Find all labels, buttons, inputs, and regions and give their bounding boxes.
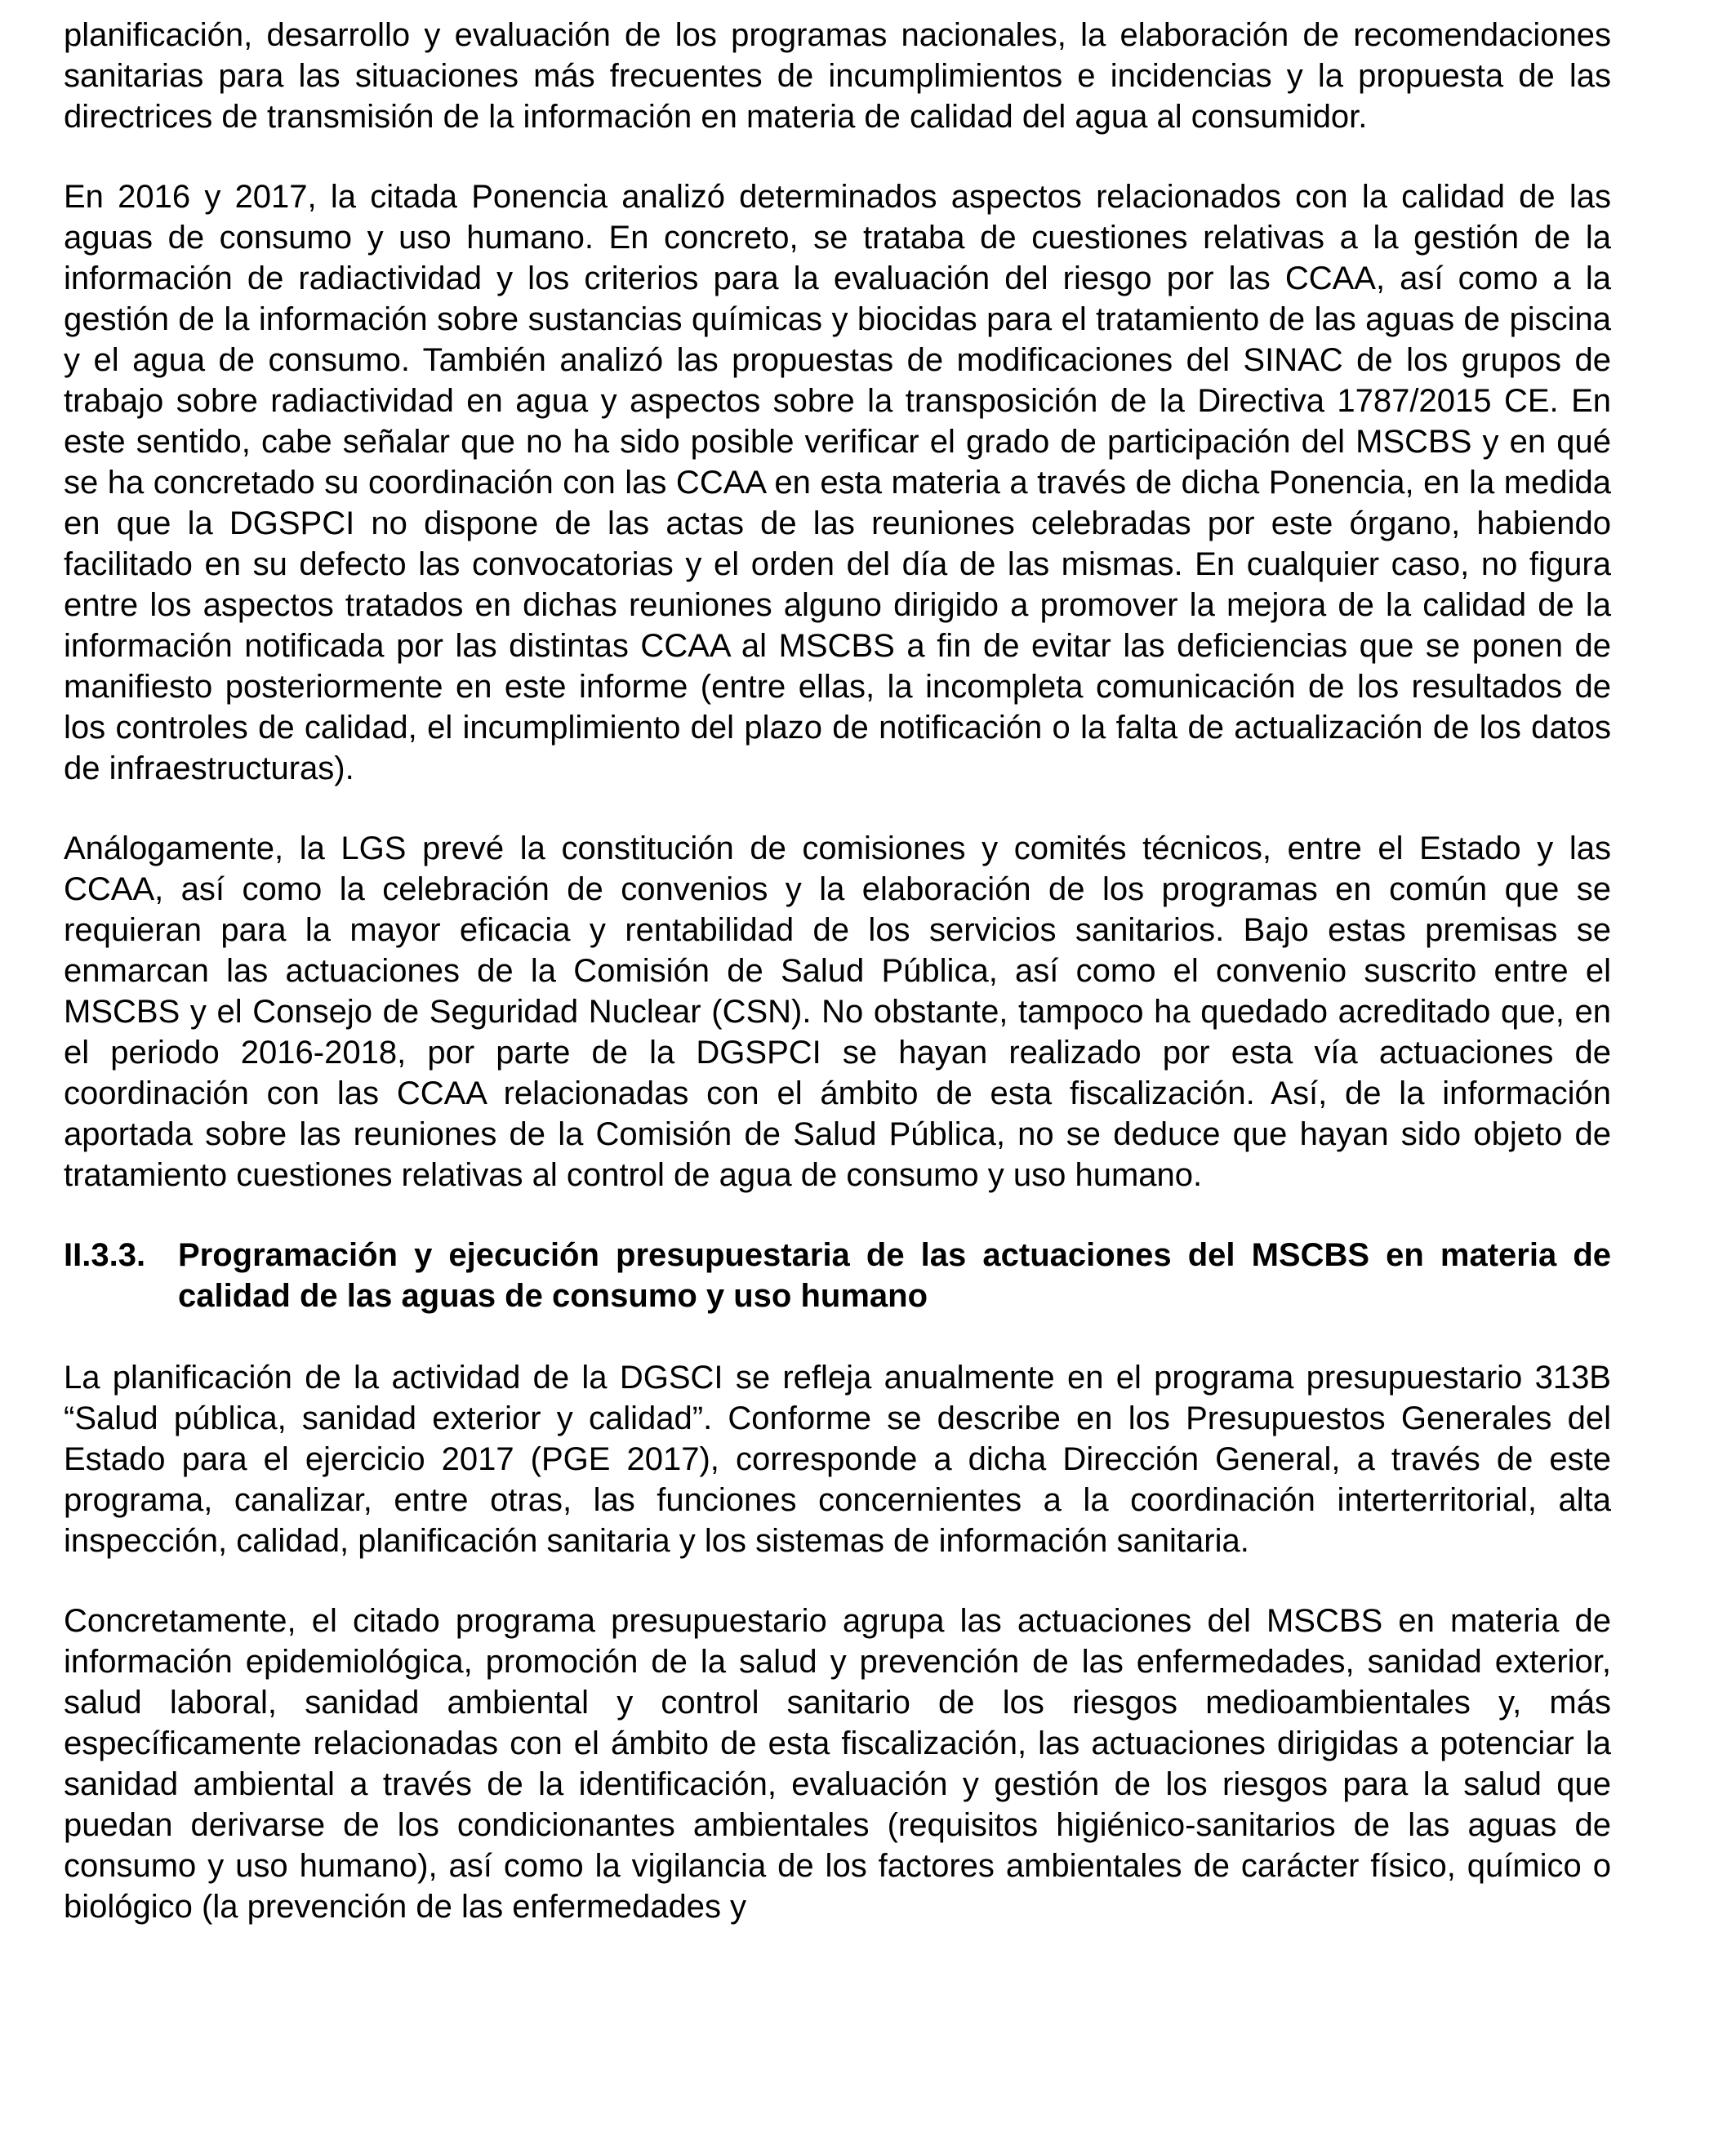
paragraph-lgs: Análogamente, la LGS prevé la constitución de comisiones y comités técnicos, entre el Estado y las CCAA, así como la celebración de convenios y la elaboración de los programas en común que se requieran para la mayor eficacia y rentabilidad de los servicios sanitarios. Bajo estas premisas se enmarcan las actuaciones de la Comisión de Salud Pública, así como el convenio suscrito entre el MSCBS y el Consejo de Seguridad Nuclear (CSN). No obstante, tampoco ha quedado acreditado que, en el periodo 2016-2018, por parte de la DGSPCI se hayan realizado por esta vía actuaciones de coordinación con las CCAA relacionadas con el ámbito de esta fiscalización. Así, de la información aportada sobre las reuniones de la Comisión de Salud Pública, no se deduce que hayan sido objeto de tratamiento cuestiones relativas al control de agua de consumo y uso humano. (64, 830, 1611, 1193)
document-page (64, 15, 1611, 1966)
section-number: II.3.3. (64, 1237, 146, 1273)
paragraph-concretamente: Concretamente, el citado programa presupuestario agrupa las actuaciones del MSCBS en materia de información epidemiológica, promoción de la salud y prevención de las enfermedades, sanidad exterior, salud laboral, sanidad ambiental y control sanitario de los riesgos medioambientales y, más específicamente relacionadas con el ámbito de esta fiscalización, las actuaciones dirigidas a potenciar la sanidad ambiental a través de la identificación, evaluación y gestión de los riesgos para la salud que puedan derivarse de los condicionantes ambientales (requisitos higiénico-sanitarios de las aguas de consumo y uso humano), así como la vigilancia de los factores ambientales de carácter físico, químico o biológico (la prevención de las enfermedades y (64, 1603, 1611, 1925)
paragraph-ponencia: En 2016 y 2017, la citada Ponencia analizó determinados aspectos relacionados con la calidad de las aguas de consumo y uso humano. En concreto, se trataba de cuestiones relativas a la gestión de la información de radiactividad y los criterios para la evaluación del riesgo por las CCAA, así como a la gestión de la información sobre sustancias químicas y biocidas para el tratamiento de las aguas de piscina y el agua de consumo. También analizó las propuestas de modificaciones del SINAC de los grupos de trabajo sobre radiactividad en agua y aspectos sobre la transposición de la Directiva 1787/2015 CE. En este sentido, cabe señalar que no ha sido posible verificar el grado de participación del MSCBS y en qué se ha concretado su coordinación con las CCAA en esta materia a través de dicha Ponencia, en la medida en que la DGSPCI no dispone de las actas de las reuniones celebradas por este órgano, habiendo facilitado en su defecto las convocatorias y el orden del día de las mismas. En cualquier caso, no figura entre los aspectos tratados en dichas reuniones alguno dirigido a promover la mejora de la calidad de la información notificada por las distintas CCAA al MSCBS a fin de evitar las deficiencias que se ponen de manifiesto posteriormente en este informe (entre ellas, la incompleta comunicación de los resultados de los controles de calidad, el incumplimiento del plazo de notificación o la falta de actualización de los datos de infraestructuras). (64, 179, 1611, 786)
section-heading (64, 1235, 1611, 1316)
section-title: Programación y ejecución presupuestaria de las actuaciones del MSCBS en materia de calidad de las aguas de consumo y uso humano (178, 1237, 1611, 1314)
paragraph-planificacion: planificación, desarrollo y evaluación de los programas nacionales, la elaboración de recomendaciones sanitarias para las situaciones más frecuentes de incumplimientos e incidencias y la propuesta de las directrices de transmisión de la información en materia de calidad del agua al consumidor. (64, 17, 1611, 135)
paragraph-programa-313b: La planificación de la actividad de la DGSCI se refleja anualmente en el programa presupuestario 313B “Salud pública, sanidad exterior y calidad”. Conforme se describe en los Presupuestos Generales del Estado para el ejercicio 2017 (PGE 2017), corresponde a dicha Dirección General, a través de este programa, canalizar, entre otras, las funciones concernientes a la coordinación interterritorial, alta inspección, calidad, planificación sanitaria y los sistemas de información sanitaria. (64, 1360, 1611, 1559)
